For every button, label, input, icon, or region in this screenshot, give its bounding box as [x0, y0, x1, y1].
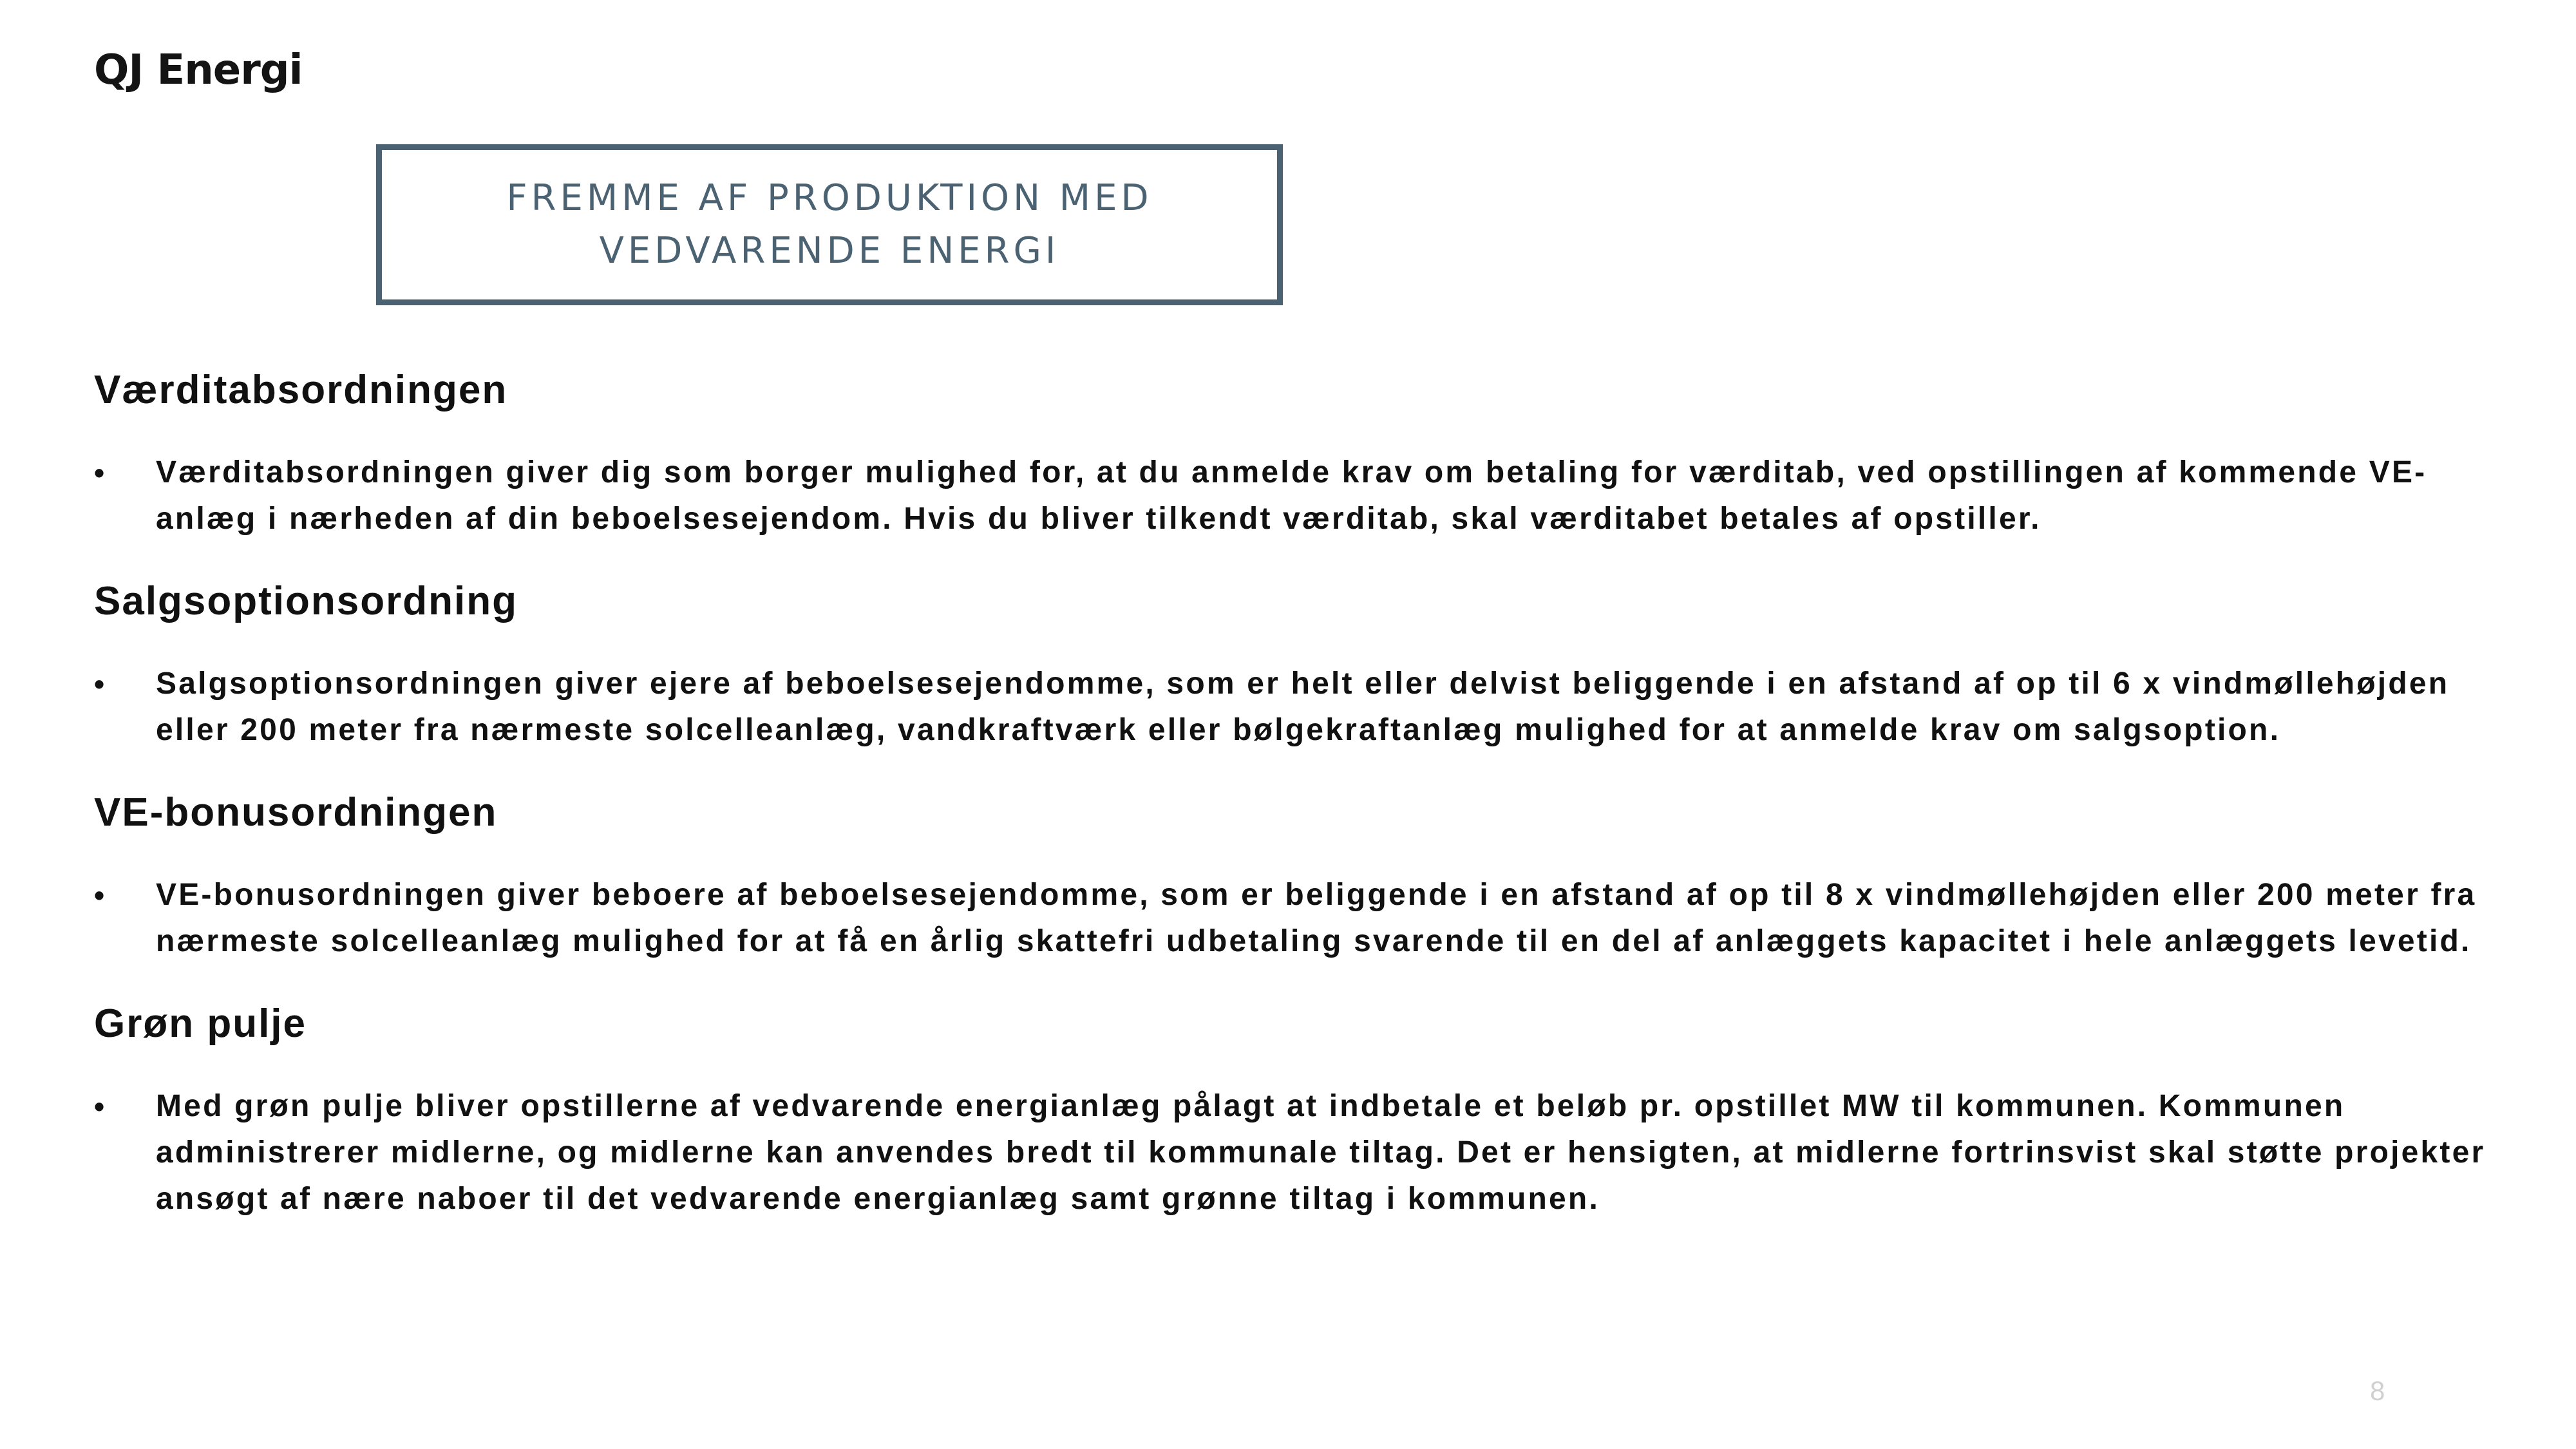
section-heading: VE-bonusordningen: [94, 790, 498, 835]
page-number: 8: [2370, 1376, 2385, 1406]
title-box: [376, 144, 1283, 305]
bullet-text: Med grøn pulje bliver opstillerne af vedvarende energianlæg pålagt at indbetale et beløb pr. opstillet MW til kommunen. Kommunen administrerer midlerne, og midlerne kan anvendes bredt til kommunale tiltag. Det er hensigten, at midlerne fortrinsvist skal støtte projekter ansøgt af nære naboer til det vedvarende energianlæg samt grønne tiltag i kommunen.: [156, 1089, 2486, 1216]
slide-title: [506, 172, 1152, 278]
bullet-icon: •: [94, 1090, 105, 1123]
section-heading: Værditabsordningen: [94, 368, 508, 412]
section-salgsoption: [94, 569, 2503, 753]
section-heading: Grøn pulje: [94, 1001, 307, 1046]
bullet-icon: •: [94, 667, 105, 701]
bullet-icon: •: [94, 456, 105, 489]
section-vaerditab: [94, 358, 2503, 542]
brand-logo-text: QJ Energi: [94, 46, 303, 94]
bullet-text: Værditabsordningen giver dig som borger mulighed for, at du anmelde krav om betaling for værditab, ved opstillingen af kommende VE-anlæg i nærheden af din beboelsesejendom. Hvis du bliver tilkendt værditab, skal værditabet betales af opstiller.: [156, 455, 2427, 536]
bullet-text: VE-bonusordningen giver beboere af beboelsesejendomme, som er beliggende i en afstand af op til 8 x vindmøllehøjden eller 200 meter fra nærmeste solcelleanlæg mulighed for at få en årlig skattefri udbetaling svarende til en del af anlæggets kapacitet i hele anlæggets levetid.: [156, 878, 2477, 958]
content-area: [94, 358, 2503, 1249]
list-item: [94, 661, 2503, 753]
slide-title-line-2: VEDVARENDE ENERGI: [599, 230, 1060, 272]
list-item: [94, 450, 2503, 542]
section-heading: Salgsoptionsordning: [94, 579, 518, 623]
list-item: [94, 872, 2503, 965]
bullet-icon: •: [94, 878, 105, 912]
bullet-text: Salgsoptionsordningen giver ejere af beboelsesejendomme, som er helt eller delvist beliggende i en afstand af op til 6 x vindmøllehøjden eller 200 meter fra nærmeste solcelleanlæg, vandkraftværk eller bølgekraftanlæg mulighed for at anmelde krav om salgsoption.: [156, 667, 2450, 747]
section-ve-bonus: [94, 781, 2503, 965]
section-groen-pulje: [94, 992, 2503, 1222]
slide-title-line-1: FREMME AF PRODUKTION MED: [506, 177, 1153, 219]
list-item: [94, 1083, 2503, 1222]
